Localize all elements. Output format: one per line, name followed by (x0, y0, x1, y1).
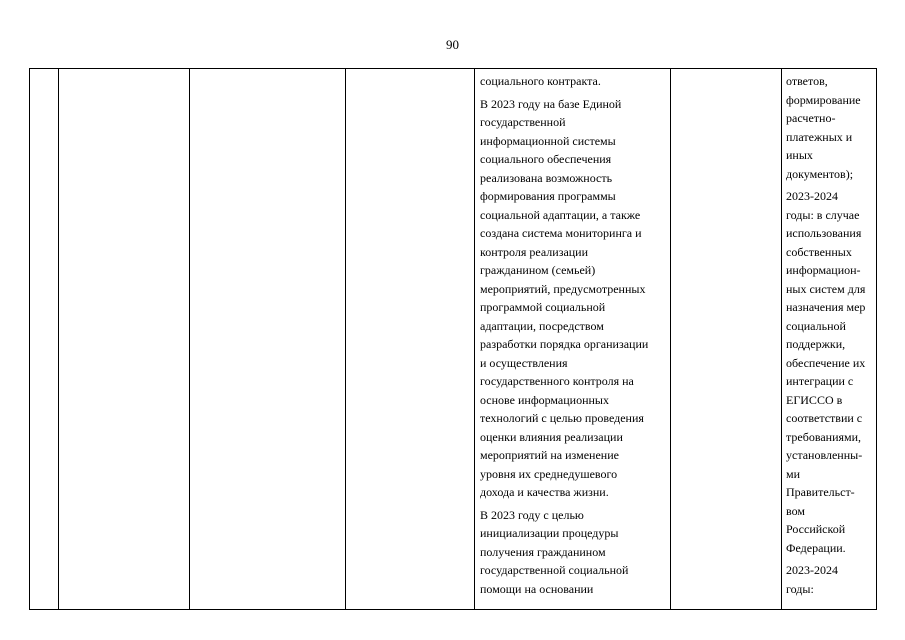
text-line: мероприятий на изменение (480, 448, 619, 462)
table-column-3 (190, 69, 346, 609)
text-line: социальной адаптации, а также (480, 207, 641, 222)
text-line: государственной социальной (480, 563, 629, 577)
text-line: использования (786, 226, 862, 240)
text-line: Российской (786, 522, 846, 536)
text-line: уровня их среднедушевого (480, 466, 618, 481)
text-line: государственной (480, 115, 566, 129)
text-line: Федерации. (786, 540, 846, 555)
text-line: годы: (786, 581, 814, 596)
text-line: ответов, (786, 74, 828, 88)
text-line: установленны- (786, 448, 863, 462)
text-line: разработки порядка организации (480, 337, 649, 351)
text-line: назначения мер (786, 300, 866, 314)
text-line: соответствии с (786, 411, 863, 425)
text-line: реализована возможность (480, 170, 613, 185)
text-line: поддержки, (786, 337, 846, 351)
text-line: основе информационных (480, 392, 609, 407)
paragraph (480, 72, 668, 91)
text-line: иных (786, 148, 813, 162)
text-line: формирования программы (480, 189, 616, 203)
column-7-text (782, 69, 876, 598)
text-line: программой социальной (480, 300, 606, 314)
text-line: мероприятий, предусмотренных (480, 281, 646, 296)
text-line: документов); (786, 166, 854, 181)
table-column-7 (782, 69, 876, 609)
text-line: государственного контроля на (480, 374, 634, 388)
paragraph (786, 72, 876, 183)
paragraph (480, 95, 668, 502)
page-number: 90 (446, 37, 459, 52)
text-line: 2023-2024 (786, 189, 838, 203)
table-column-2 (59, 69, 190, 609)
text-line: обеспечение их (786, 355, 866, 370)
text-line: Правительст- (786, 485, 855, 499)
table-column-6 (671, 69, 782, 609)
table-column-4 (346, 69, 475, 609)
table-column-5 (475, 69, 671, 609)
text-line: создана система мониторинга и (480, 226, 642, 240)
text-line: социального контракта. (480, 74, 601, 88)
text-line: социальной (786, 318, 846, 333)
text-line: собственных (786, 244, 852, 259)
text-line: ЕГИССО в (786, 392, 843, 407)
document-table (29, 68, 877, 610)
text-line: социального обеспечения (480, 152, 612, 166)
text-line: платежных и (786, 129, 853, 144)
text-line: инициализации процедуры (480, 526, 619, 540)
text-line: дохода и качества жизни. (480, 485, 609, 499)
text-line: помощи на основании (480, 581, 594, 596)
text-line: В 2023 году с целью (480, 507, 584, 522)
text-line: годы: в случае (786, 207, 860, 222)
text-line: ми (786, 466, 801, 481)
text-line: технологий с целью проведения (480, 411, 644, 425)
text-line: оценки влияния реализации (480, 429, 623, 444)
text-line: получения гражданином (480, 544, 606, 559)
text-line: контроля реализации (480, 244, 589, 259)
text-line: 2023-2024 (786, 563, 838, 577)
column-5-text (475, 69, 670, 598)
text-line: адаптации, посредством (480, 318, 604, 333)
paragraph (786, 187, 876, 557)
text-line: информационной системы (480, 133, 616, 148)
text-line: формирование (786, 92, 861, 107)
text-line: расчетно- (786, 111, 836, 125)
text-line: интеграции с (786, 374, 854, 388)
text-line: и осуществления (480, 355, 568, 370)
text-line: требованиями, (786, 429, 862, 444)
table-column-1 (30, 69, 59, 609)
text-line: ных систем для (786, 281, 866, 296)
paragraph (786, 561, 876, 598)
text-line: информацион- (786, 263, 861, 277)
text-line: вом (786, 503, 805, 518)
text-line: В 2023 году на базе Единой (480, 96, 622, 111)
paragraph (480, 506, 668, 599)
text-line: гражданином (семьей) (480, 263, 596, 277)
